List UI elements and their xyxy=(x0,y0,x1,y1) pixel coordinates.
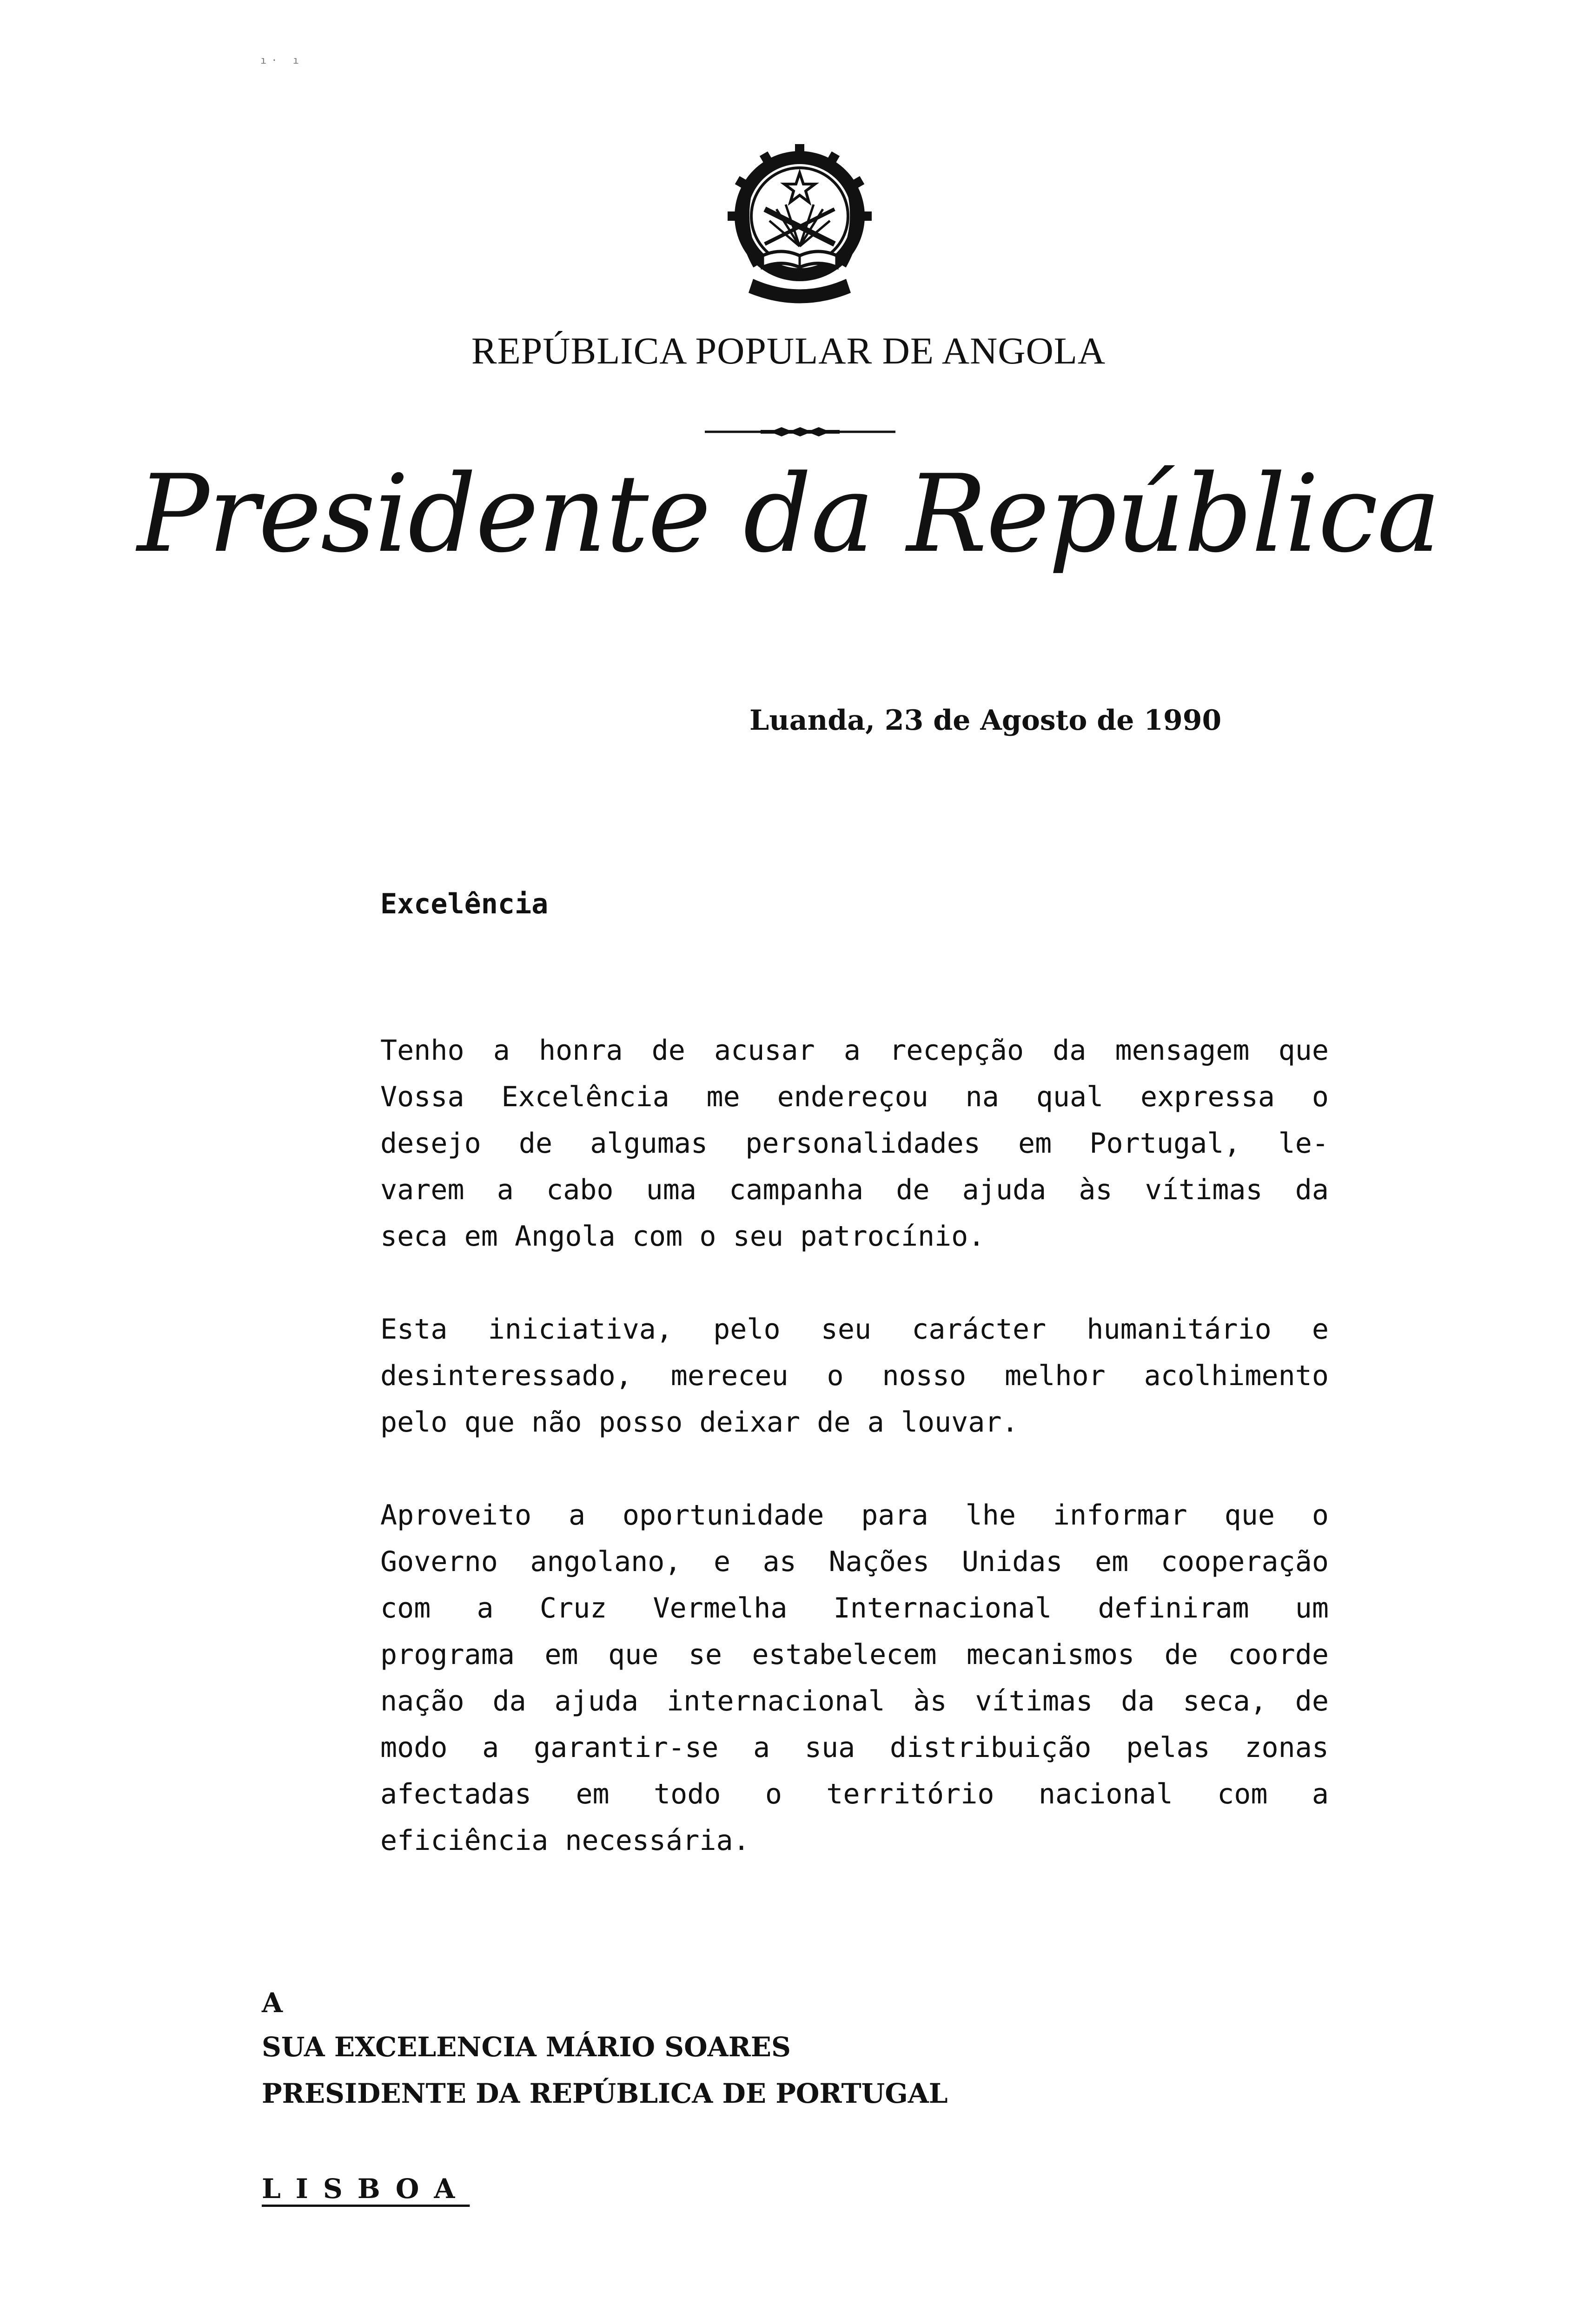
republic-name: REPÚBLICA POPULAR DE ANGOLA xyxy=(471,330,1106,372)
body-line: Tenho a honra de acusar a recepção da mensagem que xyxy=(380,1034,1329,1067)
addressee-name: SUA EXCELENCIA MÁRIO SOARES xyxy=(262,2031,791,2063)
body-line: Esta iniciativa, pelo seu carácter humanitário e xyxy=(380,1313,1329,1346)
body-line: seca em Angola com o seu patrocínio. xyxy=(380,1220,985,1253)
body-line: afectadas em todo o território nacional com a xyxy=(380,1778,1329,1810)
body-line: Governo angolano, e as Nações Unidas em cooperação xyxy=(380,1545,1329,1578)
body-paragraph-1 xyxy=(380,1027,1329,1260)
body-line: modo a garantir-se a sua distribuição pelas zonas xyxy=(380,1731,1329,1764)
date-line: Luanda, 23 de Agosto de 1990 xyxy=(749,704,1222,737)
office-title: Presidente da República xyxy=(137,452,1440,576)
body-line: desinteressado, mereceu o nosso melhor acolhimento xyxy=(380,1360,1329,1392)
body-line: programa em que se estabelecem mecanismos de coorde xyxy=(380,1638,1329,1671)
addressee-prefix: A xyxy=(262,1987,283,2019)
body-line: desejo de algumas personalidades em Portugal, le- xyxy=(380,1127,1329,1160)
addressee-city: LISBOA xyxy=(262,2173,470,2205)
addressee-title: PRESIDENTE DA REPÚBLICA DE PORTUGAL xyxy=(262,2078,948,2109)
body-line: com a Cruz Vermelha Internacional definiram um xyxy=(380,1592,1329,1624)
body-line: eficiência necessária. xyxy=(380,1824,750,1857)
diamond-ornament-rule-icon xyxy=(705,425,895,439)
body-paragraph-3 xyxy=(380,1492,1329,1864)
scan-marks: ı· ı xyxy=(260,55,304,66)
body-line: Vossa Excelência me endereçou na qual expressa o xyxy=(380,1081,1329,1113)
coat-of-arms-angola-icon xyxy=(721,139,879,311)
body-line: Aproveito a oportunidade para lhe informar que o xyxy=(380,1499,1329,1532)
body-line: varem a cabo uma campanha de ajuda às vítimas da xyxy=(380,1174,1329,1206)
body-line: nação da ajuda internacional às vítimas da seca, de xyxy=(380,1685,1329,1717)
body-paragraph-2 xyxy=(380,1306,1329,1446)
salutation: Excelência xyxy=(380,888,549,920)
body-line: pelo que não posso deixar de a louvar. xyxy=(380,1406,1019,1439)
